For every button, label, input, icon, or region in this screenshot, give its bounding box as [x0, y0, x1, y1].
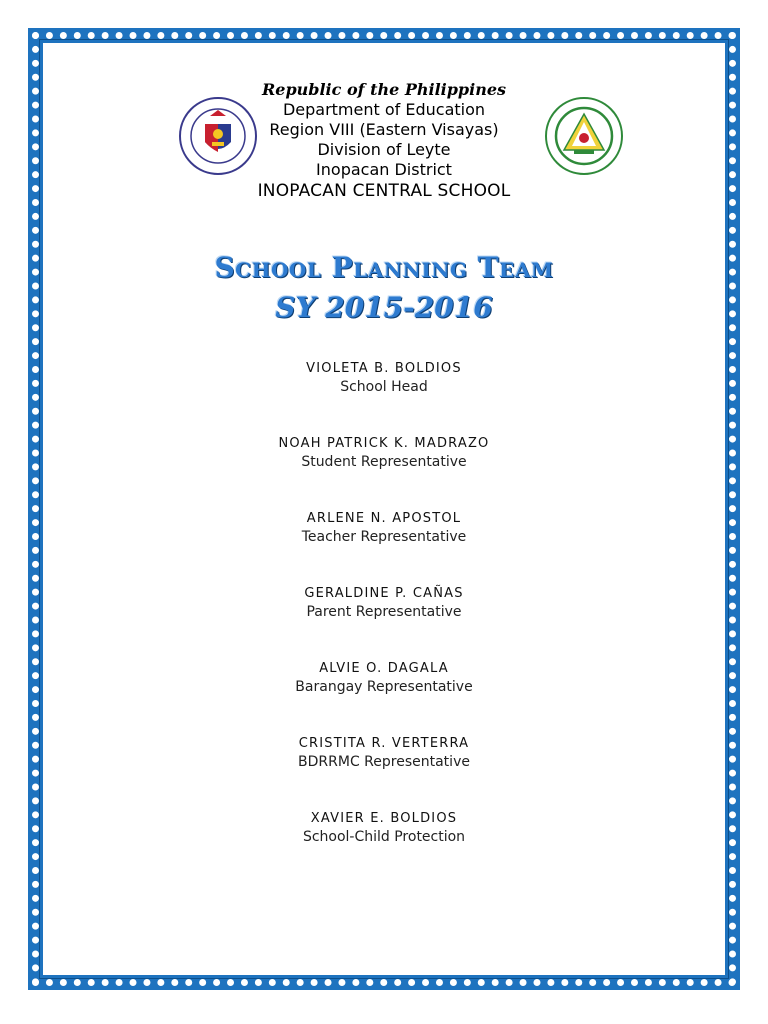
list-item	[0, 510, 768, 585]
list-item	[0, 585, 768, 660]
region-line: Region VIII (Eastern Visayas)	[269, 120, 499, 139]
list-item	[0, 735, 768, 810]
member-role: School Head	[340, 379, 428, 395]
member-name: VIOLETA B. BOLDIOS	[306, 361, 462, 376]
member-role: BDRRMC Representative	[298, 754, 470, 770]
member-name: XAVIER E. BOLDIOS	[310, 811, 458, 826]
division-line: Division of Leyte	[317, 140, 451, 159]
list-item	[0, 360, 768, 435]
member-role: Parent Representative	[306, 604, 462, 620]
district-line: Inopacan District	[316, 160, 452, 179]
member-name: ALVIE O. DAGALA	[319, 661, 449, 676]
member-role: Barangay Representative	[295, 679, 473, 695]
school-year: SY 2015-2016	[275, 291, 493, 324]
page-title: School Planning Team	[214, 251, 554, 284]
title-block	[0, 250, 768, 326]
member-role: School-Child Protection	[302, 829, 466, 845]
list-item	[0, 660, 768, 735]
member-name: ARLENE N. APOSTOL	[306, 511, 462, 526]
member-name: NOAH PATRICK K. MADRAZO	[278, 436, 490, 451]
member-name: GERALDINE P. CAÑAS	[304, 586, 464, 601]
member-name: CRISTITA R. VERTERRA	[298, 736, 470, 751]
department-line: Department of Education	[282, 100, 486, 119]
list-item	[0, 810, 768, 885]
letterhead	[0, 80, 768, 202]
member-role: Teacher Representative	[301, 529, 467, 545]
republic-line: Republic of the Philippines	[261, 80, 507, 99]
school-name: INOPACAN CENTRAL SCHOOL	[257, 181, 511, 201]
member-role: Student Representative	[301, 454, 467, 470]
member-list	[0, 360, 768, 885]
list-item	[0, 435, 768, 510]
